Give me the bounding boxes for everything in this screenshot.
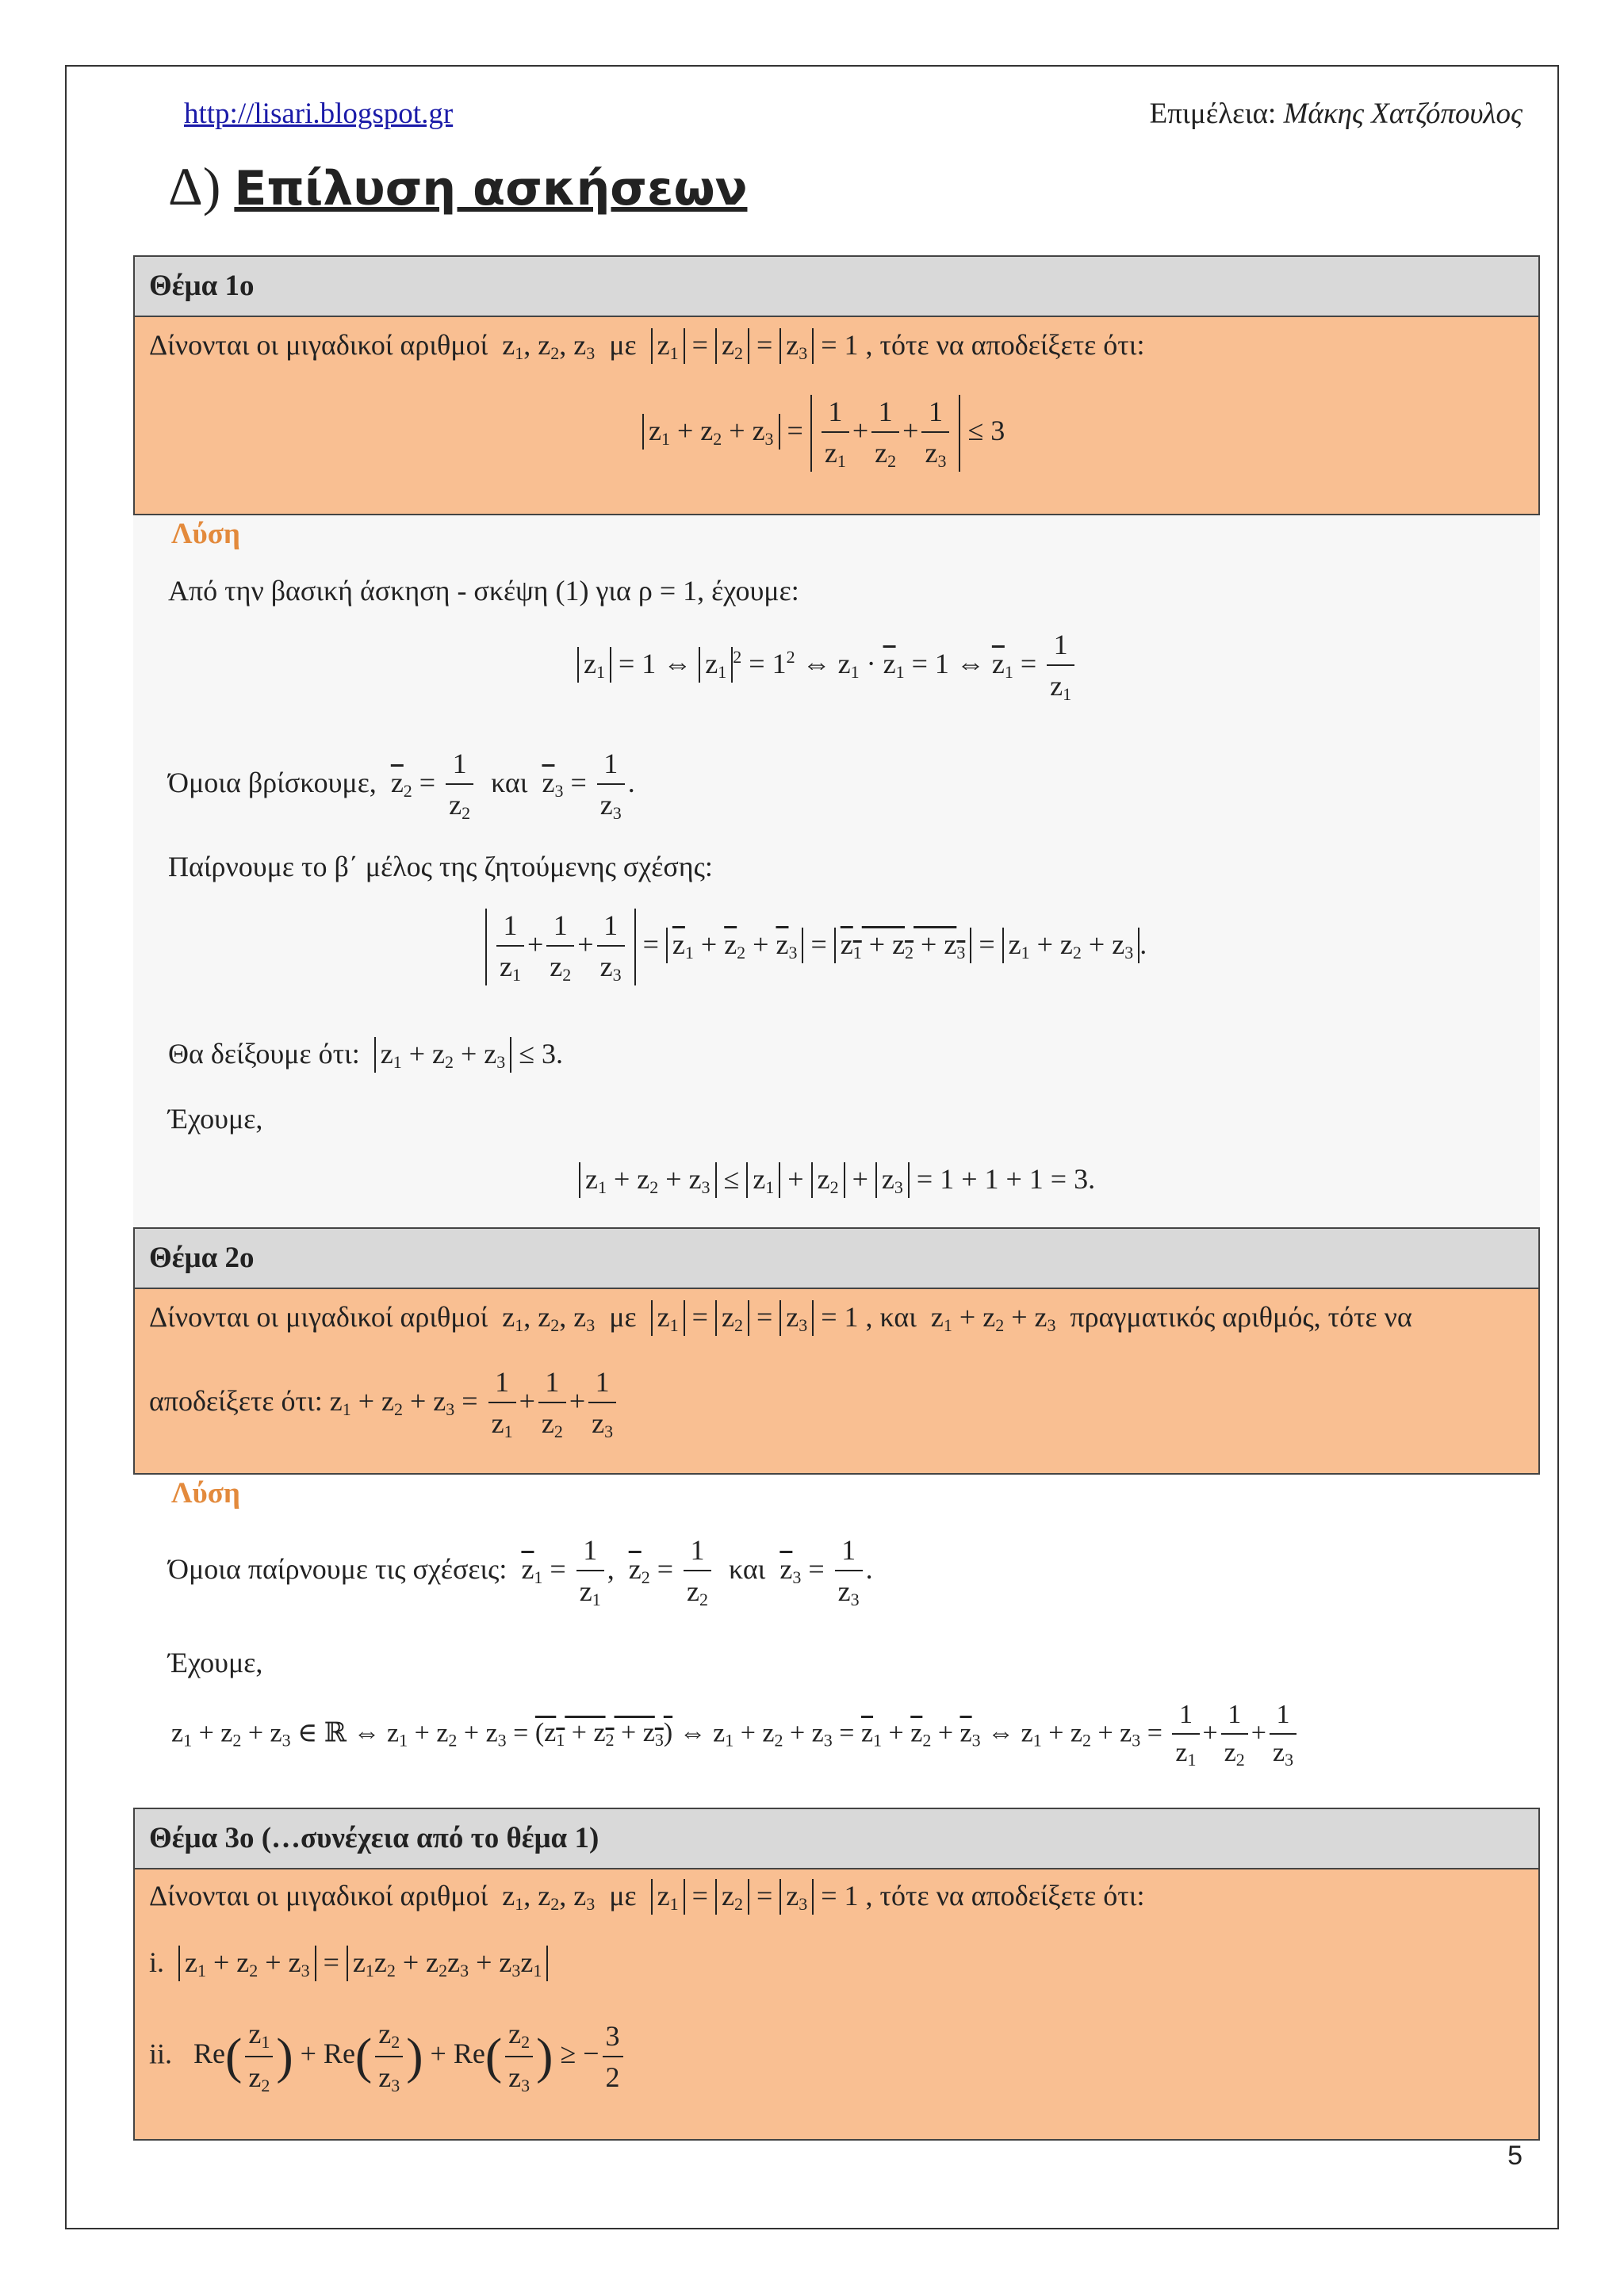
topic-1-formula: $z_1 + z_2 + z_3$ = $\frac{1}{z_1}$ + $\frac{1}{z_2}$ + $\frac{1}{z_3}$ ≤ 3: [642, 395, 1005, 472]
header-link[interactable]: http://lisari.blogspot.gr: [184, 98, 454, 130]
solution-2-label: Λύση: [171, 1477, 240, 1510]
solution-2-line-1: Όμοια παίρνουμε τις σχέσεις: $\overline{z}_1$ = $\frac{1}{z_1}$ , $\overline{z}_2$ = $\frac{1}{z_2}$ και $\overline{z}_3$ = $\frac{1}{z_3}$ .: [168, 1534, 873, 1609]
topic-1-body: [135, 317, 1538, 514]
topic-3-head: Θέμα 3ο (…συνέχεια από το θέμα 1): [135, 1809, 1538, 1869]
topic-1-box: [133, 255, 1540, 515]
solution-2-line-2: Έχουμε,: [168, 1647, 263, 1678]
solution-1-eq-2: $\frac{1}{z_1}$ + $\frac{1}{z_2}$ + $\frac{1}{z_3}$ = $\overline{z}_1 + \overline{z}_2 + \overline{z}_3 = z_1 + z_2 + z_3 = z_1 + z_2 + z_3$ .: [485, 909, 1147, 985]
topic-2-statement-line-2: αποδείξετε ότι: $z_1 + z_2 + z_3$ = $\frac{1}{z_1}$ + $\frac{1}{z_2}$ + $\frac{1}{z_3}$: [149, 1365, 619, 1442]
solution-1-eq-1: $z_1 = 1$ ⇔ $z_1^2 = 1^2$ ⇔ $z_1 \cdot \overline{z}_1 = 1$ ⇔ $\overline{z}_1$ = $\frac{1}{z_1}$: [577, 628, 1078, 705]
topic-3-item-i: i. $z_1 + z_2 + z_3 = z_1z_2 + z_2z_3 + z_3z_1$: [149, 1946, 548, 1981]
solution-1-line-1: Από την βασική άσκηση - σκέψη (1) για ρ = 1, έχουμε:: [168, 575, 799, 607]
solution-1-eq-3: $z_1 + z_2 + z_3 \le z_1 + z_2 + z_3 = 1 + 1 + 1 = 3$.: [579, 1162, 1095, 1198]
topic-2-statement: Δίνονται οι μιγαδικοί αριθμοί $z_1$, $z_2$, $z_3$ με $z_1 = z_2 = z_3 = 1$ , και $z_1 + z_2 + z_3$ πραγματικός αριθμός, τότε να: [149, 1301, 1412, 1335]
topic-2-box: [133, 1227, 1540, 1475]
topic-2-body: [135, 1289, 1538, 1473]
solution-1-line-3: Παίρνουμε το β΄ μέλος της ζητούμενης σχέσης:: [168, 851, 713, 882]
solution-2-eq: $z_1 + z_2 + z_3$ ∈ ℝ ⇔ $z_1 + z_2 + z_3 = (z_1 + z_2 + z_3)$ ⇔ $z_1 + z_2 + z_3 = \overline{z}_1 + \overline{z}_2 + \overline{z}_3$ ⇔ $z_1 + z_2 + z_3$ = $\frac{1}{z_1}$ + $\frac{1}{z_2}$ + $\frac{1}{z_3}$: [171, 1700, 1300, 1770]
section-title: Δ) Επίλυση ασκήσεων: [168, 156, 748, 216]
topic-3-statement: Δίνονται οι μιγαδικοί αριθμοί $z_1$, $z_2$, $z_3$ με $z_1 = z_2 = z_3 = 1$ , τότε να αποδείξετε ότι:: [149, 1880, 1145, 1914]
solution-1-line-4: Θα δείξουμε ότι: $z_1 + z_2 + z_3 \le 3$.: [168, 1038, 564, 1072]
solution-1-label: Λύση: [171, 518, 240, 550]
topic-3-box: [133, 1808, 1540, 2141]
topic-3-item-ii: ii. Re( $\frac{z_1}{z_2}$ ) + Re( $\frac{z_2}{z_3}$ ) + Re( $\frac{z_2}{z_3}$ ) ≥ − $\frac{3}{2}$: [149, 2017, 626, 2096]
header-editor: Επιμέλεια: Μάκης Χατζόπουλος: [1149, 98, 1522, 130]
topic-1-head: Θέμα 1ο: [135, 257, 1538, 317]
solution-1-line-2: Όμοια βρίσκουμε, $\overline{z}_2$ = $\frac{1}{z_2}$ και $\overline{z}_3$ = $\frac{1}{z_3}$ .: [168, 748, 635, 823]
page-number: 5: [1507, 2141, 1522, 2171]
topic-1-statement: Δίνονται οι μιγαδικοί αριθμοί $z_1$, $z_2$, $z_3$ με $z_1 = z_2 = z_3 = 1$ , τότε να αποδείξετε ότι:: [149, 329, 1145, 363]
topic-3-body: [135, 1869, 1538, 2139]
solution-1-line-5: Έχουμε,: [168, 1103, 263, 1135]
topic-2-head: Θέμα 2ο: [135, 1229, 1538, 1289]
